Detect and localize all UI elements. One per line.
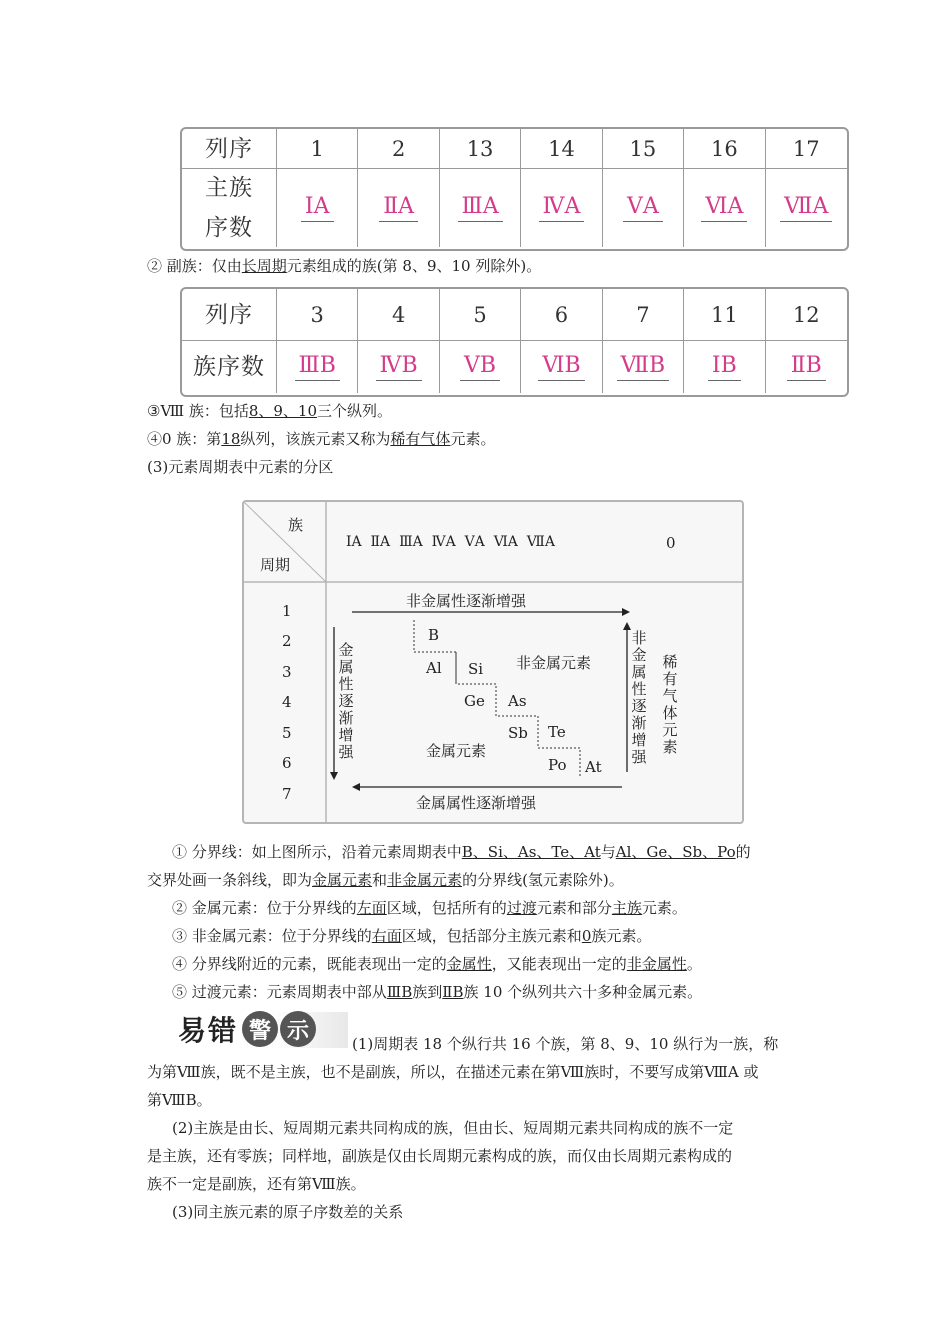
table-col: 1	[277, 129, 358, 169]
blank-answer: 非金属性	[626, 955, 687, 973]
blank-answer: 右面	[371, 927, 402, 945]
group-answer: ⅢA	[458, 194, 503, 222]
nonmetal-region-label: 非金属元素	[516, 654, 592, 672]
blank-answer: 长周期	[241, 257, 287, 275]
warning-badge: 示	[280, 1011, 316, 1047]
blank-answer: 金属元素	[312, 871, 373, 889]
text: ② 金属元素：位于分界线的	[172, 899, 357, 917]
table-cell	[684, 169, 765, 247]
corner-period-label: 周期	[260, 556, 291, 574]
group-answer: ⅠB	[708, 353, 741, 381]
table-col: 13	[440, 129, 521, 169]
noble-gas-label: 稀有气体元素	[662, 653, 678, 756]
table-row-label: 主族 序数	[182, 169, 277, 247]
warning-p1c: 第ⅧB。	[147, 1091, 212, 1109]
element-symbol: Te	[548, 723, 566, 741]
table-cell	[521, 341, 602, 393]
group-answer: ⅢB	[295, 353, 340, 381]
group-answer: ⅠA	[301, 194, 334, 222]
group-zero: 0	[666, 534, 676, 552]
para-transition	[172, 982, 832, 1002]
element-symbol: Ge	[464, 692, 485, 710]
group-answer: ⅡA	[379, 194, 418, 222]
group-viii-line	[147, 401, 807, 421]
text: 族 10 个纵列共六十多种金属元素。	[463, 983, 703, 1001]
blank-answer: ⅢB	[386, 983, 413, 1001]
period-number: 2	[282, 632, 292, 650]
warning-p1a: (1)周期表 18 个纵行共 16 个族，第 8、9、10 纵行为一族，称	[352, 1035, 779, 1053]
period-number: 4	[282, 693, 292, 711]
period-number: 7	[282, 785, 292, 803]
text: 的	[735, 843, 751, 861]
text: ，又能表现出一定的	[491, 955, 627, 973]
table-col: 16	[684, 129, 765, 169]
group-zero-line	[147, 429, 807, 449]
table-head-label: 列序	[182, 289, 277, 341]
text: ② 副族：仅由	[147, 257, 242, 275]
periodic-zone-diagram	[242, 500, 744, 824]
group-answer: ⅤA	[623, 194, 663, 222]
group-answer: ⅦB	[617, 353, 670, 381]
para-near-boundary	[172, 954, 832, 974]
section-heading: (3)元素周期表中元素的分区	[147, 458, 334, 476]
group-answer: ⅡB	[787, 353, 826, 381]
blank-answer: 左面	[356, 899, 387, 917]
para-nonmetal	[172, 926, 832, 946]
period-number: 1	[282, 602, 292, 620]
text: ④ 分界线附近的元素，既能表现出一定的	[172, 955, 447, 973]
text: 元素和部分	[536, 899, 612, 917]
element-symbol: Al	[426, 659, 442, 677]
text: 族元素。	[591, 927, 652, 945]
table-cell	[603, 341, 684, 393]
sub-group-table	[180, 287, 849, 397]
left-vertical-label: 金属性逐渐增强	[338, 641, 354, 761]
table-cell	[766, 341, 847, 393]
text: 和	[372, 871, 388, 889]
blank-answer: 主族	[611, 899, 642, 917]
text: 元素组成的族(第 8、9、10 列除外)。	[286, 257, 542, 275]
text: ③Ⅷ 族：包括	[147, 402, 249, 420]
period-number: 5	[282, 724, 292, 742]
group-answer: ⅣB	[376, 353, 422, 381]
corner-group-label: 族	[288, 516, 304, 534]
table-cell	[521, 169, 602, 247]
subgroup-line	[147, 256, 807, 276]
blank-answer: ⅡB	[442, 983, 464, 1001]
element-symbol: Si	[468, 660, 484, 678]
text: 族到	[412, 983, 443, 1001]
table-col: 11	[684, 289, 765, 341]
top-arrow-label: 非金属性逐渐增强	[406, 592, 527, 610]
text: 与	[600, 843, 616, 861]
text: ⑤ 过渡元素：元素周期表中部从	[172, 983, 387, 1001]
table-col: 2	[358, 129, 439, 169]
table-col: 7	[603, 289, 684, 341]
para-boundary	[172, 842, 832, 862]
warning-p2a: (2)主族是由长、短周期元素共同构成的族，但由长、短周期元素共同构成的族不一定	[172, 1119, 734, 1137]
period-number: 3	[282, 663, 292, 681]
warning-p2c: 族不一定是副族，还有第Ⅷ族。	[147, 1175, 366, 1193]
table-cell	[440, 341, 521, 393]
text: ① 分界线：如上图所示，沿着元素周期表中	[172, 843, 462, 861]
text: 区域，包括部分主族元素和	[401, 927, 582, 945]
right-vertical-label: 非金属性逐渐增强	[631, 629, 647, 766]
warning-badge: 警	[242, 1011, 278, 1047]
para-boundary-cont	[147, 870, 807, 890]
metal-region-label: 金属元素	[426, 742, 487, 760]
warning-banner	[178, 1008, 316, 1050]
para-metal	[172, 898, 832, 918]
text: ④0 族：第	[147, 430, 222, 448]
text: 。	[686, 955, 702, 973]
warning-p1b: 为第Ⅷ族，既不是主族，也不是副族，所以，在描述元素在第Ⅷ族时，不要写成第ⅧA 或	[147, 1063, 759, 1081]
table-cell	[684, 341, 765, 393]
element-symbol: Po	[548, 756, 567, 774]
text: ③ 非金属元素：位于分界线的	[172, 927, 372, 945]
text: 交界处画一条斜线，即为	[147, 871, 313, 889]
table-col: 4	[358, 289, 439, 341]
text: 区域，包括所有的	[386, 899, 507, 917]
bottom-arrow-label: 金属属性逐渐增强	[416, 794, 537, 812]
text: 元素。	[641, 899, 687, 917]
text: 三个纵列。	[317, 402, 393, 420]
table-cell	[358, 341, 439, 393]
blank-answer: Al、Ge、Sb、Po	[615, 843, 736, 861]
table-cell	[277, 341, 358, 393]
group-answer: ⅤB	[460, 353, 500, 381]
blank-answer: 0	[581, 927, 592, 945]
period-number: 6	[282, 754, 292, 772]
group-answer: ⅣA	[539, 194, 585, 222]
warning-p2b: 是主族，还有零族；同样地，副族是仅由长周期元素构成的族，而仅由长周期元素构成的	[147, 1147, 733, 1165]
table-col: 17	[766, 129, 847, 169]
table-row-label: 族序数	[182, 341, 277, 393]
table-cell	[440, 169, 521, 247]
blank-answer: 过渡	[506, 899, 537, 917]
text: 纵列，该族元素又称为	[240, 430, 391, 448]
table-col: 3	[277, 289, 358, 341]
table-col: 5	[440, 289, 521, 341]
element-symbol: Sb	[508, 724, 528, 742]
warning-title: 易错	[178, 1014, 239, 1047]
blank-answer: 非金属元素	[387, 871, 463, 889]
table-col: 12	[766, 289, 847, 341]
group-answer: ⅦA	[780, 194, 832, 222]
element-symbol: B	[428, 626, 440, 644]
table-col: 14	[521, 129, 602, 169]
blank-answer: 8、9、10	[248, 402, 318, 420]
main-group-table	[180, 127, 849, 251]
blank-answer: 18	[221, 430, 241, 448]
table-cell	[277, 169, 358, 247]
element-symbol: As	[508, 692, 527, 710]
table-cell	[766, 169, 847, 247]
blank-answer: 金属性	[446, 955, 492, 973]
table-cell	[358, 169, 439, 247]
table-col: 15	[603, 129, 684, 169]
group-answer: ⅥA	[701, 194, 747, 222]
groups-header: ⅠA ⅡA ⅢA ⅣA ⅤA ⅥA ⅦA	[346, 534, 555, 550]
table-cell	[603, 169, 684, 247]
warning-p3: (3)同主族元素的原子序数差的关系	[172, 1203, 404, 1221]
blank-answer: 稀有气体	[390, 430, 451, 448]
element-symbol: At	[585, 758, 602, 776]
blank-answer: B、Si、As、Te、At	[461, 843, 601, 861]
group-answer: ⅥB	[538, 353, 584, 381]
text: 元素。	[450, 430, 496, 448]
table-col: 6	[521, 289, 602, 341]
table-head-label: 列序	[182, 129, 277, 169]
text: 的分界线(氢元素除外)。	[462, 871, 624, 889]
